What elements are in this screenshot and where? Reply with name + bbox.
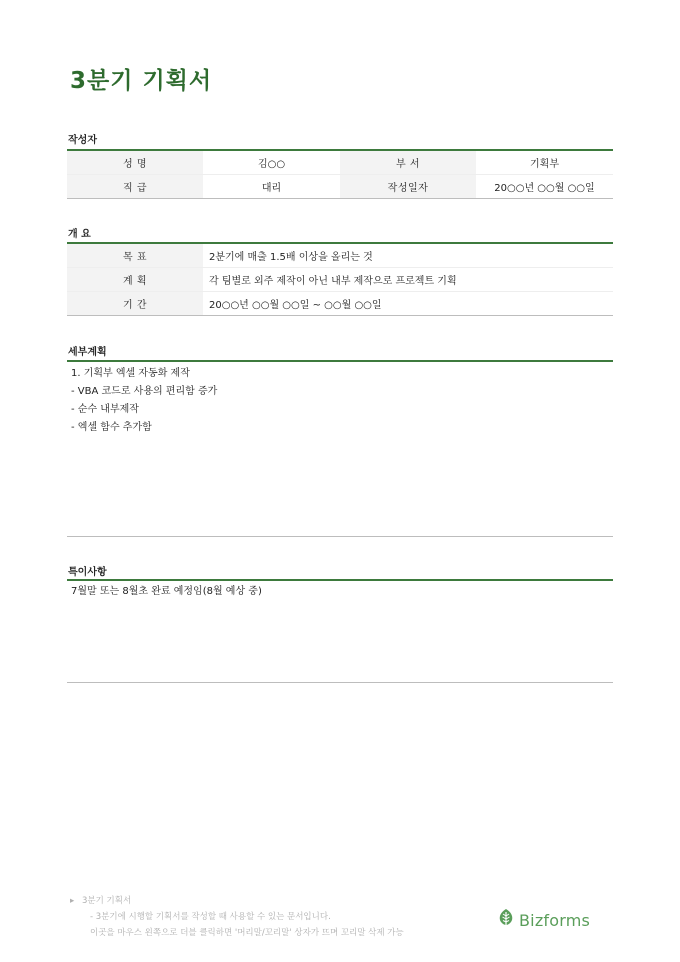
rank-value: 대리 <box>261 183 282 194</box>
footer-note[interactable] <box>70 893 404 941</box>
details-line: - VBA 코드로 사용의 편리함 증가 <box>71 386 218 397</box>
notes-line: 7월말 또는 8월초 완료 예정임(8월 예상 중) <box>71 586 262 597</box>
overview-section-heading: 개 요 <box>68 229 91 240</box>
footer-title <box>70 893 404 909</box>
period-label: 기 간 <box>67 292 203 316</box>
details-line: - 순수 내부제작 <box>71 404 139 415</box>
brand-name: Bizforms <box>519 910 591 930</box>
department-value: 기획부 <box>476 150 613 175</box>
overview-table <box>67 242 613 316</box>
name-value: 김○○ <box>203 150 340 175</box>
goal-value: 2분기에 매출 1.5배 이상을 올리는 것 <box>203 243 613 268</box>
details-line: 1. 기획부 엑셀 자동화 제작 <box>71 368 190 379</box>
details-section-heading: 세부계획 <box>68 347 107 358</box>
author-table <box>67 149 613 199</box>
date-value: 20○○년 ○○월 ○○일 <box>494 183 595 194</box>
plan-value: 각 팀별로 외주 제작이 아닌 내부 제작으로 프로젝트 기획 <box>203 268 613 292</box>
leaf-logo-icon <box>497 908 515 932</box>
footer-description: - 3분기에 시행할 기획서를 작성할 때 사용할 수 있는 문서입니다. <box>90 912 331 922</box>
footer-title-text: 3분기 기획서 <box>81 896 132 906</box>
period-value: 20○○년 ○○월 ○○일 ~ ○○월 ○○일 <box>209 300 382 311</box>
footer-bullet-icon: ▸ <box>70 896 75 906</box>
details-line: - 엑셀 함수 추가함 <box>71 422 152 433</box>
notes-box <box>67 579 613 683</box>
footer-hint: 이곳을 마우스 왼쪽으로 더블 클릭하면 '머리말/꼬리말' 상자가 뜨며 꼬리말 삭제 가능 <box>90 928 404 938</box>
overview-row-goal <box>67 243 613 268</box>
rank-label: 직 급 <box>67 175 203 199</box>
bizforms-logo <box>497 908 590 932</box>
overview-row-period <box>67 292 613 316</box>
author-section-heading: 작성자 <box>68 135 97 146</box>
details-box <box>67 360 613 537</box>
goal-label: 목 표 <box>67 243 203 268</box>
author-row-name <box>67 150 613 175</box>
author-row-rank <box>67 175 613 199</box>
notes-section-heading: 특이사항 <box>68 567 107 578</box>
department-label: 부 서 <box>340 150 476 175</box>
date-label: 작성일자 <box>340 175 476 199</box>
name-label: 성 명 <box>67 150 203 175</box>
overview-row-plan <box>67 268 613 292</box>
page-title: 3분기 기획서 <box>70 68 213 94</box>
plan-label: 계 획 <box>67 268 203 292</box>
